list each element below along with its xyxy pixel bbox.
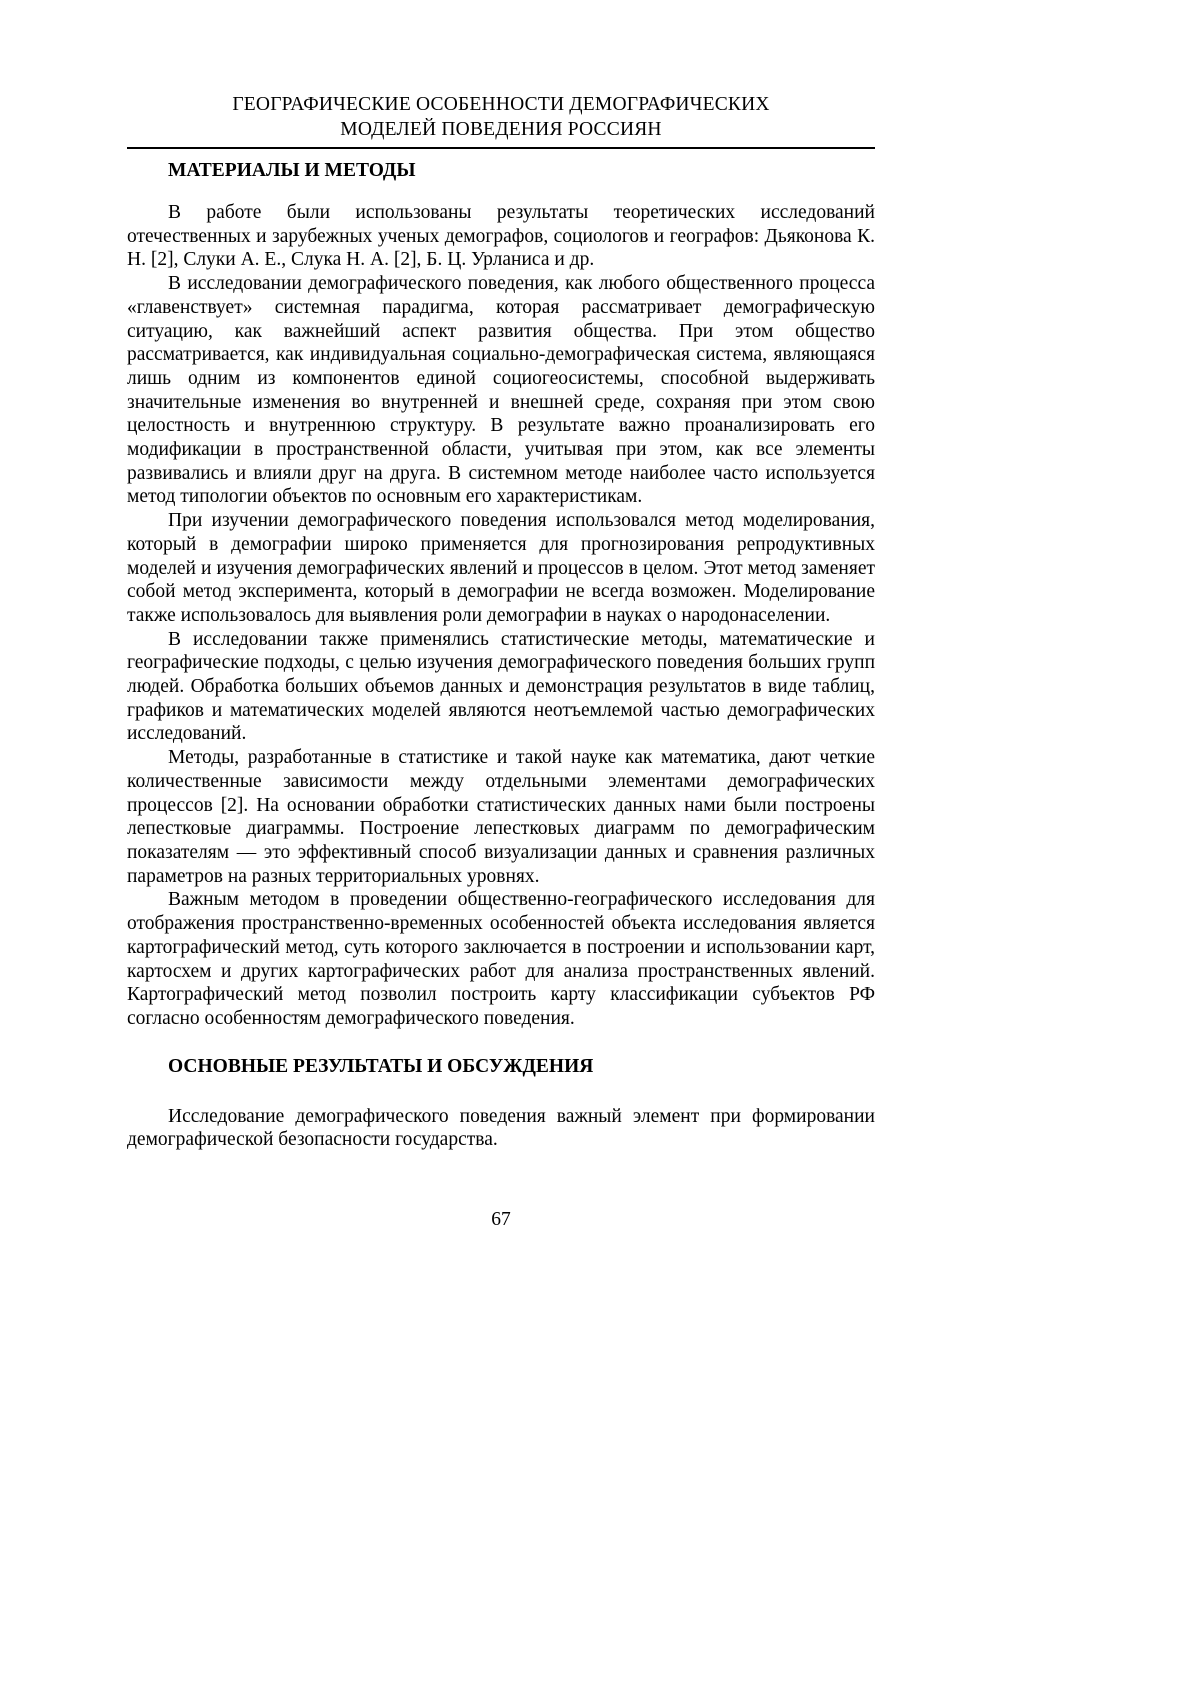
section-heading-materials-and-methods: МАТЕРИАЛЫ И МЕТОДЫ [168,160,416,181]
running-title-line1: ГЕОГРАФИЧЕСКИЕ ОСОБЕННОСТИ ДЕМОГРАФИЧЕСКИХ [232,94,770,115]
paragraph: Методы, разработанные в статистике и такой науке как математика, дают четкие количественные зависимости между отдельными элементами демографических процессов [2]. На основании обработки статистических данных нами были построены лепестковые диаграммы. Построение лепестковых диаграмм по демографическим показателям — это эффективный способ визуализации данных и сравнения различных параметров на разных территориальных уровнях. [127,747,875,887]
section-heading-main-results: ОСНОВНЫЕ РЕЗУЛЬТАТЫ И ОБСУЖДЕНИЯ [168,1055,594,1077]
paragraph: В исследовании демографического поведения, как любого общественного процесса «главенствует» системная парадигма, которая рассматривает демографическую ситуацию, как важнейший аспект развития общества. При этом общество рассматривается, как индивидуальная социально-демографическая система, являющаяся лишь одним из компонентов единой социогеосистемы, способной выдерживать значительные изменения во внутренней и внешней среде, сохраняя при этом свою целостность и внутреннюю структуру. В результате важно проанализировать его модификации в пространственной области, учитывая при этом, как все элементы развивались и влияли друг на друга. В системном методе наиболее часто используется метод типологии объектов по основным его характеристикам. [127,273,875,508]
running-title [127,92,875,142]
page-number: 67 [491,1209,511,1231]
paragraph: При изучении демографического поведения использовался метод моделирования, который в демографии широко применяется для прогнозирования репродуктивных моделей и изучения демографических явлений и процессов в целом. Этот метод заменяет собой метод эксперимента, который в демографии не всегда возможен. Моделирование также использовалось для выявления роли демографии в науках о народонаселении. [127,510,875,626]
paragraph: В работе были использованы результаты теоретических исследований отечественных и зарубежных ученых демографов, социологов и географов: Дьяконова К. Н. [2], Слуки А. Е., Слука Н. А. [2], Б. Ц. Урланиса и др. [127,202,875,271]
text-column [127,92,875,1232]
paragraph: В исследовании также применялись статистические методы, математические и географические подходы, с целью изучения демографического поведения больших групп людей. Обработка больших объемов данных и демонстрация результатов в виде таблиц, графиков и математических моделей являются неотъемлемой частью демографических исследований. [127,628,875,745]
running-title-line2: МОДЕЛЕЙ ПОВЕДЕНИЯ РОССИЯН [340,119,662,140]
header-divider [127,147,875,149]
paragraph: Исследование демографического поведения важный элемент при формировании демографической безопасности государства. [127,1105,875,1151]
paragraph: Важным методом в проведении общественно-географического исследования для отображения пространственно-временных особенностей объекта исследования является картографический метод, суть которого заключается в построении и использовании карт, картосхем и других картографических работ для анализа пространственных явлений. Картографический метод позволил построить карту классификации субъектов РФ согласно особенностям демографического поведения. [127,889,875,1029]
